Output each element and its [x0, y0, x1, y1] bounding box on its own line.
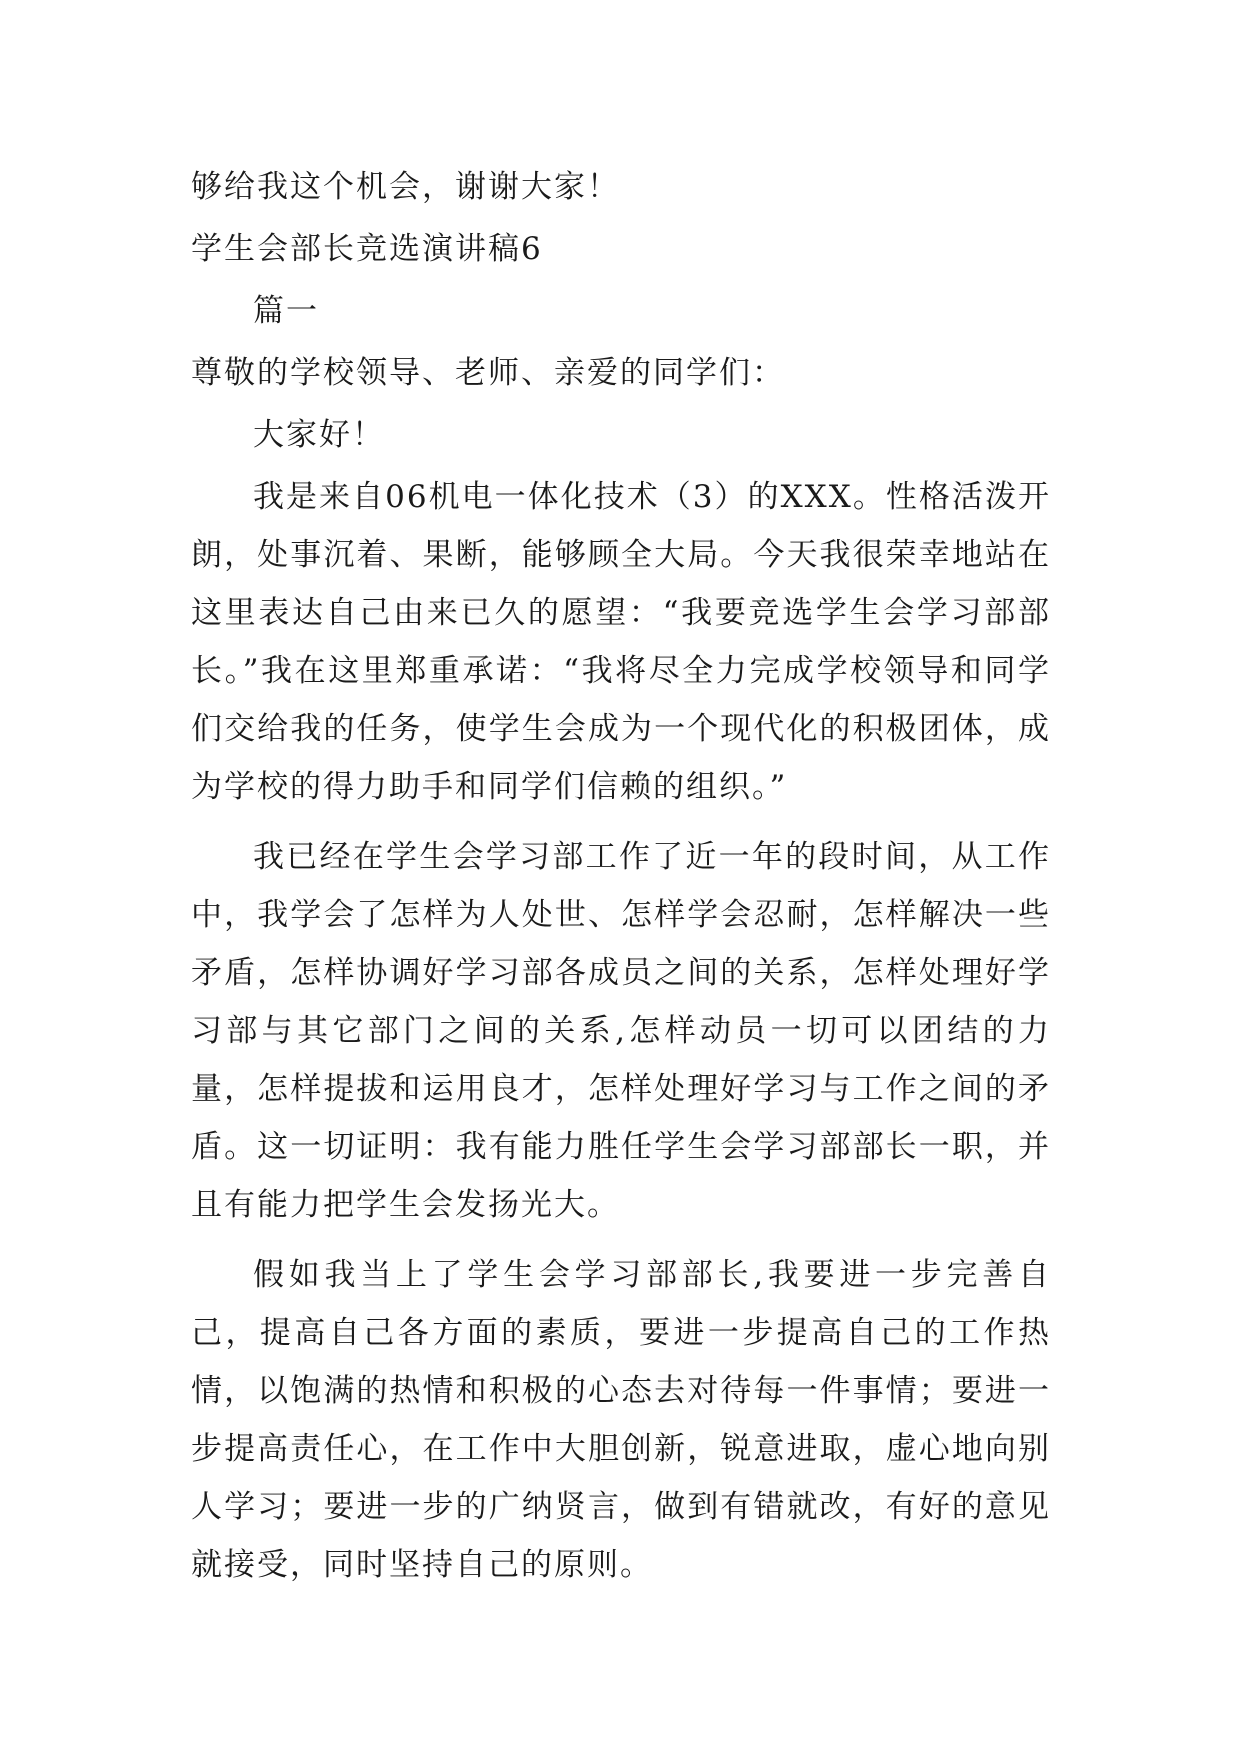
section-heading: 篇一 [253, 293, 319, 329]
salutation: 尊敬的学校领导、老师、亲爱的同学们： [191, 355, 785, 391]
paragraph-1: 我是来自06机电一体化技术（3）的XXX。性格活泼开朗，处事沉着、果断，能够顾全大局。今天我很荣幸地站在这里表达自己由来已久的愿望：“我要竞选学生会学习部部长。”我在这里郑重承诺：“我将尽全力完成学校领导和同学们交给我的任务，使学生会成为一个现代化的积极团体，成为学校的得力助手和同学们信赖的组织。” [191, 479, 1051, 805]
paragraph-2: 我已经在学生会学习部工作了近一年的段时间，从工作中，我学会了怎样为人处世、怎样学会忍耐，怎样解决一些矛盾，怎样协调好学习部各成员之间的关系，怎样处理好学习部与其它部门之间的关系,怎样动员一切可以团结的力量，怎样提拔和运用良才，怎样处理好学习与工作之间的矛盾。这一切证明：我有能力胜任学生会学习部部长一职，并且有能力把学生会发扬光大。 [191, 839, 1051, 1223]
previous-text-ending: 够给我这个机会，谢谢大家！ [191, 169, 620, 205]
paragraph-3: 假如我当上了学生会学习部部长,我要进一步完善自己，提高自己各方面的素质，要进一步提高自己的工作热情，以饱满的热情和积极的心态去对待每一件事情；要进一步提高责任心，在工作中大胆创新，锐意进取，虚心地向别人学习；要进一步的广纳贤言，做到有错就改，有好的意见就接受，同时坚持自己的原则。 [191, 1257, 1051, 1583]
document-title: 学生会部长竞选演讲稿6 [191, 231, 543, 267]
greeting: 大家好！ [253, 417, 385, 453]
document-body [191, 158, 1051, 1594]
